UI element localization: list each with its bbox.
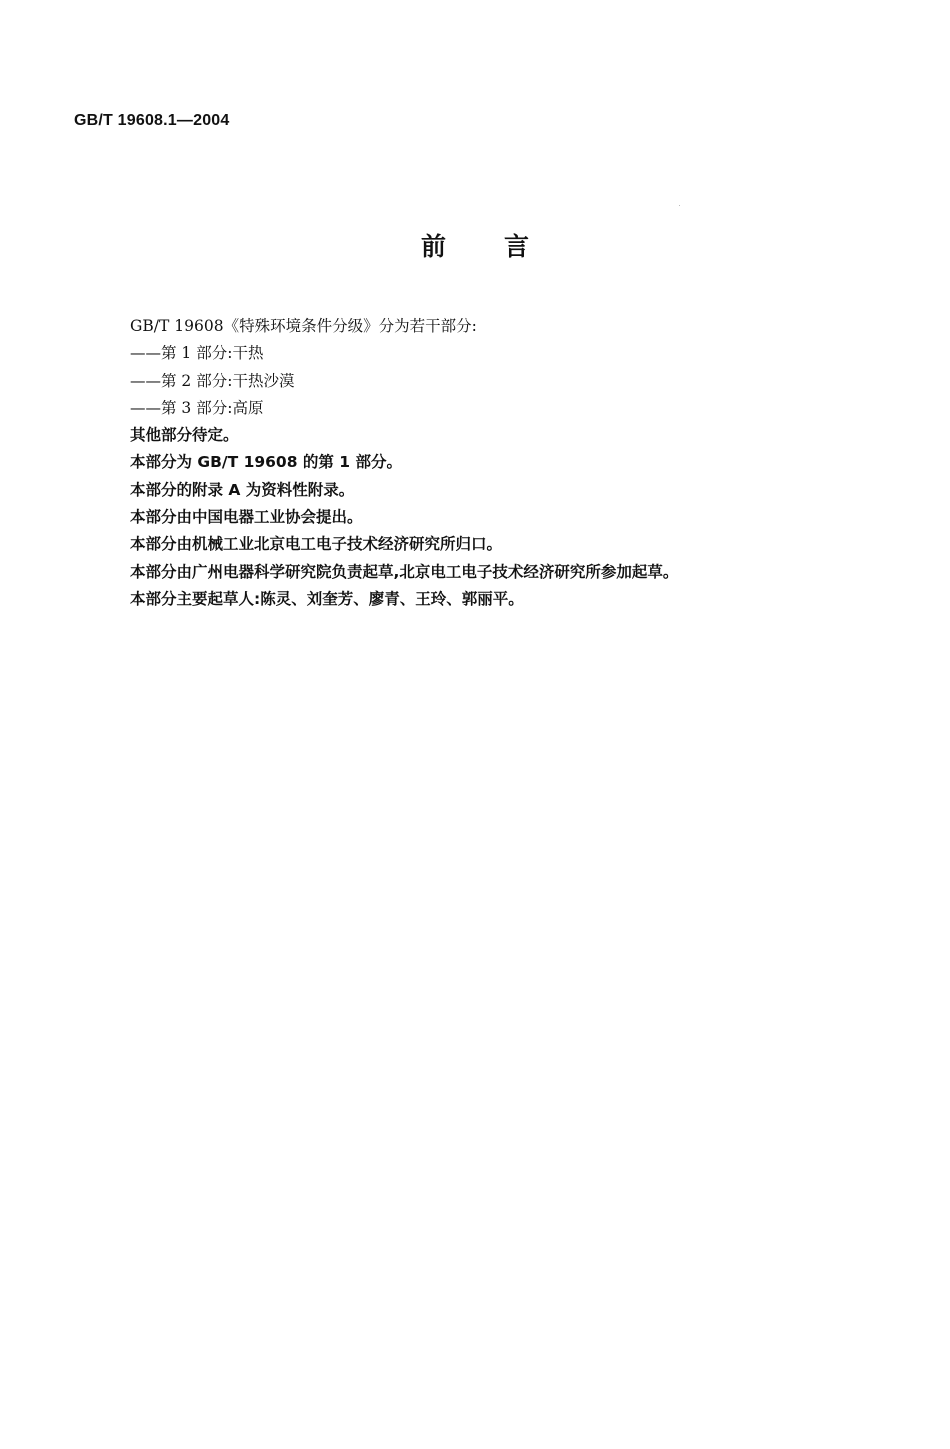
foreword-line-part-1: ——第 1 部分:干热 — [130, 344, 264, 363]
foreword-line-annex: 本部分的附录 A 为资料性附录。 — [130, 480, 355, 499]
foreword-line-part-2: ——第 2 部分:干热沙漠 — [130, 371, 295, 390]
foreword-body — [130, 313, 890, 613]
foreword-line-proposed-by: 本部分由中国电器工业协会提出。 — [130, 508, 363, 527]
foreword-line-part-3: ——第 3 部分:高原 — [130, 398, 264, 417]
foreword-line-managed-by: 本部分由机械工业北京电工电子技术经济研究所归口。 — [130, 535, 503, 554]
document-code: GB/T 19608.1—2004 — [74, 112, 230, 129]
foreword-line-drafters: 本部分主要起草人:陈灵、刘奎芳、廖青、王玲、郭丽平。 — [130, 589, 524, 608]
foreword-line-intro: GB/T 19608《特殊环境条件分级》分为若干部分: — [130, 317, 477, 335]
foreword-line-part-of: 本部分为 GB/T 19608 的第 1 部分。 — [130, 453, 402, 472]
page-title: 前言 — [420, 232, 587, 261]
scan-speck — [679, 205, 680, 206]
foreword-line-other-parts: 其他部分待定。 — [130, 426, 239, 445]
foreword-line-drafted-by: 本部分由广州电器科学研究院负责起草,北京电工电子技术经济研究所参加起草。 — [130, 562, 679, 581]
